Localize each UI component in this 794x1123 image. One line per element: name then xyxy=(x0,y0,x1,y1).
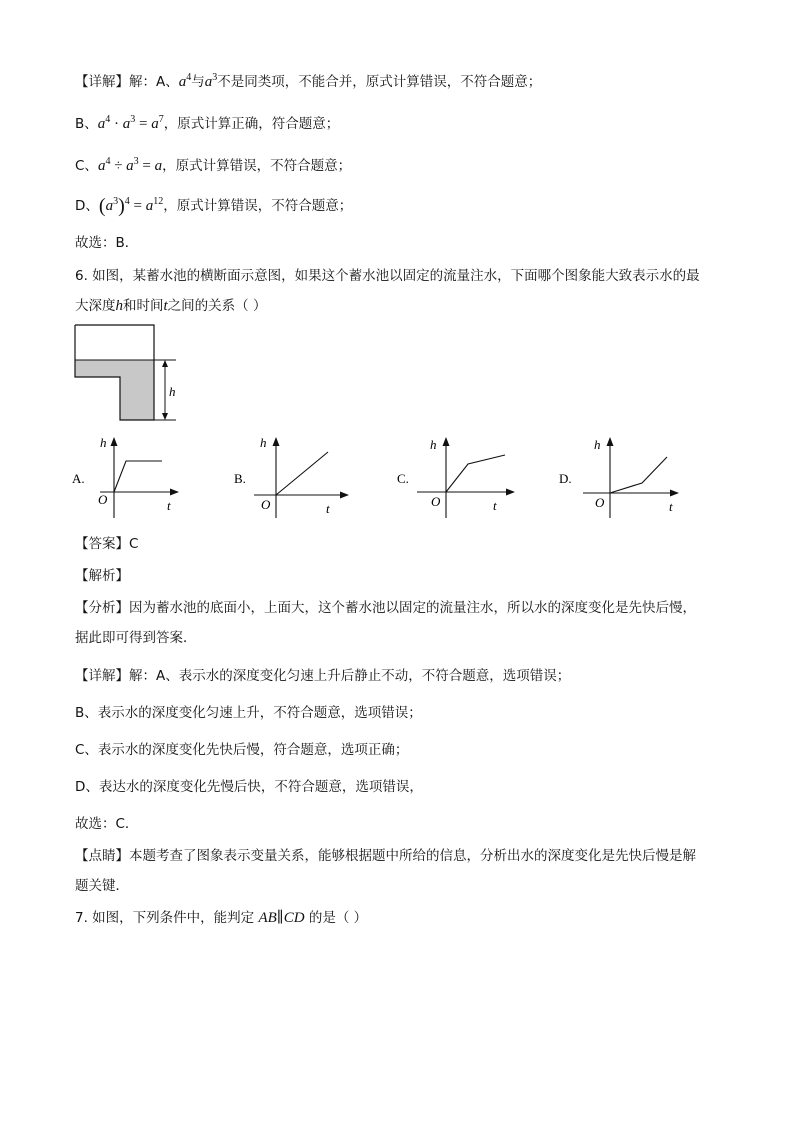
answer-5: 故选：B． xyxy=(75,235,139,251)
y-label: h xyxy=(260,435,267,450)
x-label: t xyxy=(669,499,673,514)
graph-d xyxy=(557,432,687,524)
question-7: 7. 如图，下列条件中，能判定 AB∥CD 的是（ ） xyxy=(75,910,368,926)
origin-label: O xyxy=(595,495,605,510)
y-axis-arrow xyxy=(111,437,118,446)
x-axis-arrow xyxy=(506,489,515,496)
origin-label: O xyxy=(98,492,108,507)
option-d-label: D. xyxy=(559,471,572,486)
answer-tag: 【答案】 xyxy=(75,536,129,552)
fenxi-tag: 【分析】 xyxy=(75,600,129,616)
y-axis-arrow xyxy=(607,437,614,446)
option-a-label: A. xyxy=(72,471,85,486)
detail-option-a: 【详解】解：A、$a^4$与$a^3$不是同类项，不能合并，原式计算错误，不符合题意； xyxy=(75,72,542,90)
graph-b xyxy=(232,432,362,524)
detail-option-d: D、$(a^3)^4 = a^{12}$，原式计算错误，不符合题意； xyxy=(75,195,353,217)
origin-label: O xyxy=(431,494,441,509)
detail-tag: 【详解】 xyxy=(75,668,129,684)
detail6-c: C、表示水的深度变化先快后慢，符合题意，选项正确； xyxy=(75,742,409,758)
detail-option-c: C、$a^4 \div a^3 = a$，原式计算错误，不符合题意； xyxy=(75,156,352,174)
x-label: t xyxy=(493,498,497,513)
reservoir-figure xyxy=(70,320,190,428)
detail-option-b: B、$a^4 \cdot a^3 = a^7$，原式计算正确，符合题意； xyxy=(75,114,340,132)
x-label: t xyxy=(326,501,330,516)
dianjing-line1: 【点睛】本题考查了图象表示变量关系，能够根据题中所给的信息，分析出水的深度变化是先快后慢是解 xyxy=(75,848,696,864)
graph-line xyxy=(114,461,162,492)
y-label: h xyxy=(594,437,601,452)
dimension-arrow-up xyxy=(162,360,168,367)
expr-c: $a^4 \div a^3 = a$ xyxy=(97,156,163,174)
origin-label: O xyxy=(261,497,271,512)
answer-6-final: 故选：C． xyxy=(75,816,139,832)
expr-d: $(a^3)^4 = a^{12}$ xyxy=(98,195,164,217)
figure-h-label: h xyxy=(169,384,176,399)
graph-line xyxy=(276,452,328,495)
dianjing-tag: 【点睛】 xyxy=(75,848,129,864)
y-label: h xyxy=(100,435,107,450)
x-label: t xyxy=(167,498,171,513)
question-6-line2: 大深度h和时间t之间的关系（ ） xyxy=(75,298,267,314)
detail6-a: 【详解】解：A、表示水的深度变化匀速上升后静止不动，不符合题意，选项错误； xyxy=(75,668,571,684)
dianjing-line2: 题关键． xyxy=(75,878,129,894)
option-b-label: B. xyxy=(234,471,246,486)
dimension-arrow-down xyxy=(162,413,168,420)
x-axis-arrow xyxy=(670,490,679,497)
x-axis-arrow xyxy=(170,489,179,496)
detail6-d: D、表达水的深度变化先慢后快，不符合题意，选项错误， xyxy=(75,779,423,795)
graph-line xyxy=(446,455,505,492)
y-axis-arrow xyxy=(443,437,450,446)
question-6-line1: 6. 如图，某蓄水池的横断面示意图，如果这个蓄水池以固定的流量注水，下面哪个图象能大致表示水的最 xyxy=(75,268,700,284)
graph-line xyxy=(610,457,667,493)
expr-b: $a^4 \cdot a^3 = a^7$ xyxy=(97,114,164,132)
fenxi-line1: 【分析】因为蓄水池的底面小，上面大，这个蓄水池以固定的流量注水，所以水的深度变化是先快后慢， xyxy=(75,600,696,616)
detail-tag: 【详解】 xyxy=(75,74,129,90)
graph-c xyxy=(395,432,525,524)
graph-a xyxy=(70,432,190,524)
detail6-b: B、表示水的深度变化匀速上升，不符合题意，选项错误； xyxy=(75,705,422,721)
analysis-tag: 【解析】 xyxy=(75,568,129,584)
answer-6: 【答案】C xyxy=(75,536,139,552)
x-axis-arrow xyxy=(340,492,349,499)
y-axis-arrow xyxy=(273,437,280,446)
water-region xyxy=(75,360,154,420)
y-label: h xyxy=(430,437,437,452)
fenxi-line2: 据此即可得到答案． xyxy=(75,630,197,646)
option-c-label: C. xyxy=(397,471,409,486)
